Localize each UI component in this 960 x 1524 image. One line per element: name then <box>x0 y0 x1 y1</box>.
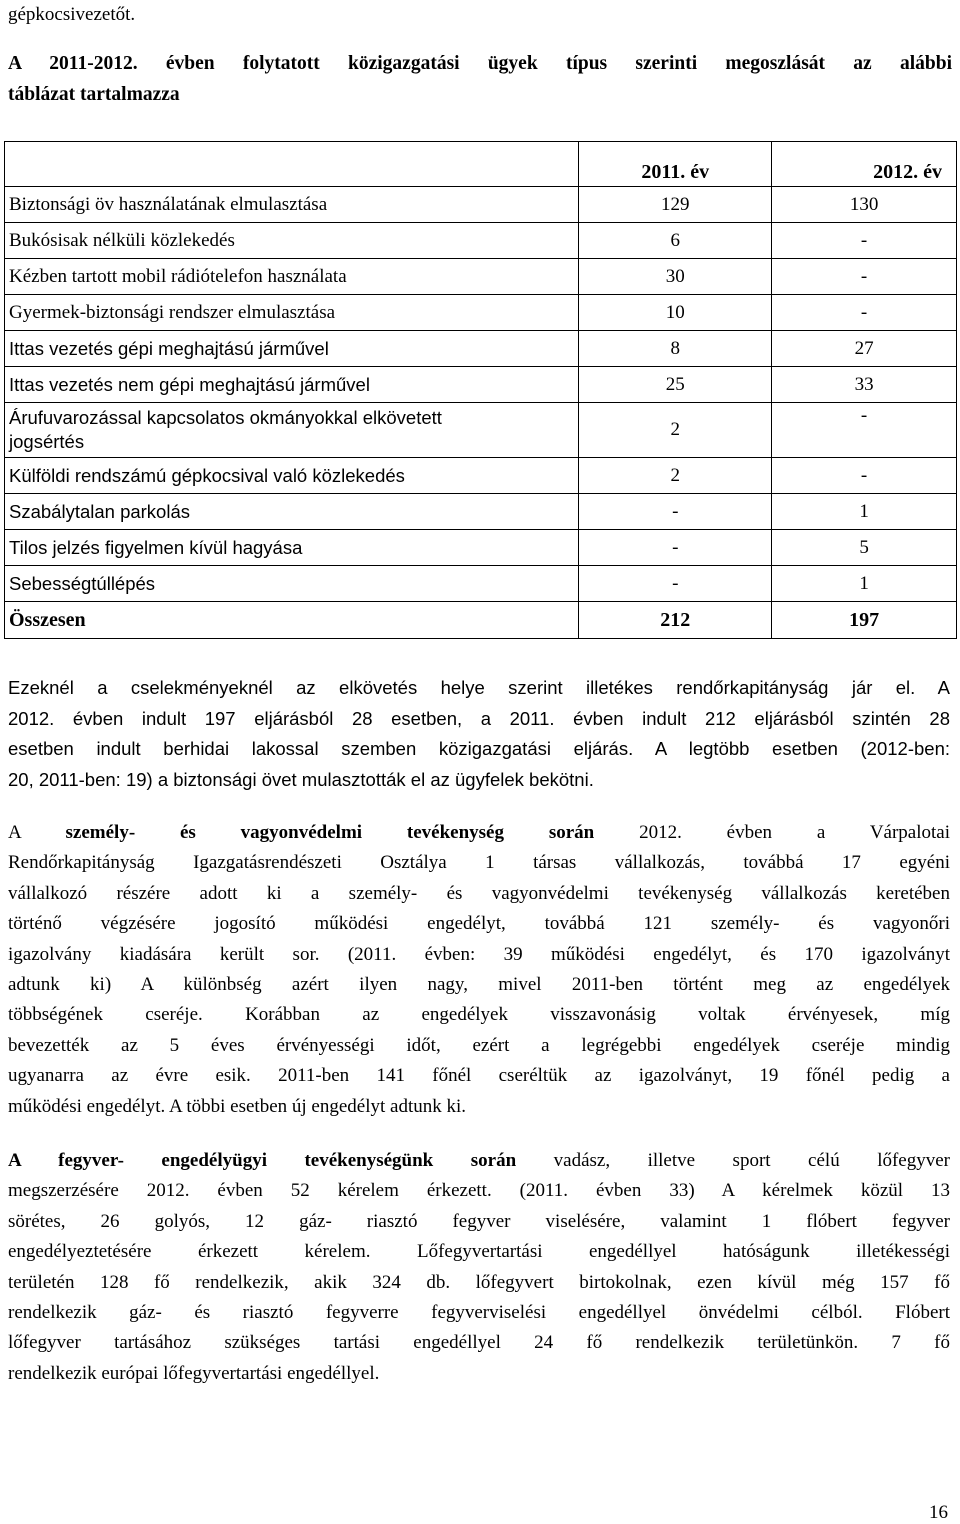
lead-rest: vadász, illetve sport célú lőfegyver <box>553 1150 950 1171</box>
row-label: Külföldi rendszámú gépkocsival való közlekedés <box>5 458 579 494</box>
row-value-2011: - <box>579 494 772 530</box>
total-value-2011: 212 <box>579 602 772 639</box>
row-value-2011: 6 <box>579 223 772 259</box>
table-header-row <box>5 142 957 187</box>
row-value-2011: 129 <box>579 187 772 223</box>
paragraph-line: bevezették az 5 éves érvényességi időt, ezért a legrégebbi engedélyek cseréje mindig <box>8 1034 950 1056</box>
paragraph-line: engedélyeztetésére érkezett kérelem. Lőfegyvertartási engedéllyel hatóságunk illetékességi <box>8 1241 950 1263</box>
paragraph-proceedings <box>8 673 950 795</box>
paragraph-line: többségének cseréje. Korábban az engedélyek visszavonásig voltak érvényesek, míg <box>8 1004 950 1026</box>
lead-bold: A fegyver- engedélyügyi tevékenységünk során <box>8 1150 517 1171</box>
row-value-2012: - <box>772 295 957 331</box>
page-number: 16 <box>929 1502 948 1523</box>
table-row <box>5 367 957 403</box>
row-label: Szabálytalan parkolás <box>5 494 579 530</box>
row-value-2011: - <box>579 530 772 566</box>
row-value-2011: 10 <box>579 295 772 331</box>
paragraph-firearms-activity <box>8 1146 950 1389</box>
table-row <box>5 566 957 602</box>
paragraph-line: rendelkezik gáz- és riasztó fegyverre fegyverviselési engedéllyel önvédelmi célból. Flóbert <box>8 1302 950 1324</box>
table-header-cell <box>5 142 579 187</box>
row-value-2012: 1 <box>772 494 957 530</box>
paragraph-line: rendelkezik európai lőfegyvertartási engedéllyel. <box>8 1362 380 1384</box>
row-value-2012: - <box>772 223 957 259</box>
lead-rest: 2012. évben a Várpalotai <box>639 822 950 843</box>
paragraph-line: megszerzésére 2012. évben 52 kérelem érkezett. (2011. évben 33) A kérelmek közül 13 <box>8 1180 950 1202</box>
paragraph-line: lőfegyver tartásához szükséges tartási engedéllyel 24 fő rendelkezik területünkön. 7 fő <box>8 1332 950 1354</box>
paragraph-line <box>8 818 950 848</box>
row-label: Gyermek-biztonsági rendszer elmulasztása <box>5 295 579 331</box>
row-label: Ittas vezetés nem gépi meghajtású járművel <box>5 367 579 403</box>
paragraph-line: Rendőrkapitányság Igazgatásrendészeti Osztálya 1 társas vállalkozás, továbbá 17 egyéni <box>8 852 950 874</box>
row-value-2012: - <box>772 403 957 458</box>
table-row <box>5 458 957 494</box>
paragraph-line: sörétes, 26 golyós, 12 gáz- riasztó fegyver viselésére, valamint 1 flóbert fegyver <box>8 1210 950 1232</box>
paragraph-line: 2012. évben indult 197 eljárásból 28 esetben, a 2011. évben indult 212 eljárásból szintén 28 <box>8 707 950 729</box>
table-header-cell: 2011. év <box>579 142 772 187</box>
row-value-2012: 130 <box>772 187 957 223</box>
intro-line-1: A 2011-2012. évben folytatott közigazgatási ügyek típus szerinti megoszlását az alábbi <box>8 53 952 74</box>
paragraph-line: ugyanarra az évre esik. 2011-ben 141 főnél cseréltük az igazolványt, 19 főnél pedig a <box>8 1065 950 1087</box>
row-label <box>5 403 579 458</box>
paragraph-line: 20, 2011-ben: 19) a biztonsági övet mulasztották el az ügyfelek bekötni. <box>8 768 594 790</box>
table-total-row <box>5 602 957 639</box>
row-label: Biztonsági öv használatának elmulasztása <box>5 187 579 223</box>
paragraph-line: igazolvány kiadására került sor. (2011. évben: 39 működési engedélyt, és 170 igazolványt <box>8 943 950 965</box>
row-value-2011: - <box>579 566 772 602</box>
row-value-2012: - <box>772 259 957 295</box>
paragraph-line: adtunk ki) A különbség azért ilyen nagy, mivel 2011-ben történt meg az engedélyek <box>8 974 950 996</box>
intro-line-2: táblázat tartalmazza <box>8 84 180 105</box>
row-label-line-1: Árufuvarozással kapcsolatos okmányokkal elkövetett <box>9 407 442 428</box>
row-label: Tilos jelzés figyelmen kívül hagyása <box>5 530 579 566</box>
table-header-cell: 2012. év <box>772 142 957 187</box>
row-value-2011: 2 <box>579 403 772 458</box>
row-label: Bukósisak nélküli közlekedés <box>5 223 579 259</box>
table-row <box>5 223 957 259</box>
paragraph-line: történő végzésére jogosító működési engedélyt, továbbá 121 személy- és vagyonőri <box>8 913 950 935</box>
paragraph-line: Ezeknél a cselekményeknél az elkövetés helye szerint illetékes rendőrkapitányság jár el. A <box>8 677 950 698</box>
table-row <box>5 295 957 331</box>
total-value-2012: 197 <box>772 602 957 639</box>
intro-heading <box>8 48 952 110</box>
paragraph-security-activity <box>8 818 950 1122</box>
row-label: Kézben tartott mobil rádiótelefon használata <box>5 259 579 295</box>
row-value-2012: 27 <box>772 331 957 367</box>
paragraph-line: vállalkozó részére adott ki a személy- és vagyonvédelmi tevékenység vállalkozás keretében <box>8 882 950 904</box>
top-fragment-text: gépkocsivezetőt. <box>8 4 136 25</box>
lead-plain: A <box>8 822 21 843</box>
table-row <box>5 187 957 223</box>
paragraph-line: esetben indult berhidai lakossal szemben közigazgatási eljárás. A legtöbb esetben (2012-ben: <box>8 738 950 759</box>
table-row <box>5 403 957 458</box>
row-value-2011: 8 <box>579 331 772 367</box>
row-value-2011: 30 <box>579 259 772 295</box>
paragraph-line: működési engedélyt. A többi esetben új engedélyt adtunk ki. <box>8 1095 467 1117</box>
table-row <box>5 494 957 530</box>
table-row <box>5 259 957 295</box>
row-value-2012: 33 <box>772 367 957 403</box>
row-label: Sebességtúllépés <box>5 566 579 602</box>
row-label: Ittas vezetés gépi meghajtású járművel <box>5 331 579 367</box>
row-value-2012: 1 <box>772 566 957 602</box>
lead-bold: személy- és vagyonvédelmi tevékenység során <box>65 822 595 843</box>
row-value-2012: 5 <box>772 530 957 566</box>
case-type-table <box>4 141 957 639</box>
row-value-2011: 2 <box>579 458 772 494</box>
table-row <box>5 331 957 367</box>
paragraph-line: területén 128 fő rendelkezik, akik 324 db. lőfegyvert birtokolnak, ezen kívül még 157 fő <box>8 1271 950 1293</box>
table-row <box>5 530 957 566</box>
row-value-2012: - <box>772 458 957 494</box>
total-label: Összesen <box>5 602 579 639</box>
row-value-2011: 25 <box>579 367 772 403</box>
paragraph-line <box>8 1146 950 1176</box>
row-label-line-2: jogsértés <box>9 431 85 452</box>
